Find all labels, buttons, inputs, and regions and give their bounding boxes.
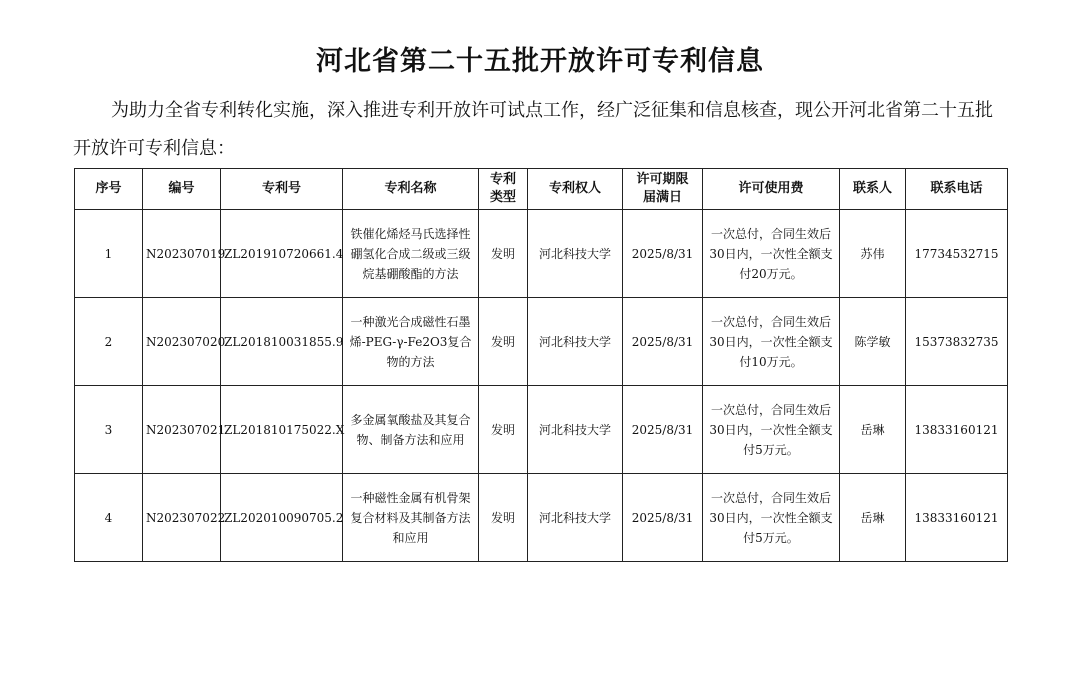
cell-patent-name: 铁催化烯烃马氏选择性硼氢化合成二级或三级烷基硼酸酯的方法	[343, 210, 479, 298]
cell-phone: 13833160121	[906, 386, 1008, 474]
header-holder: 专利权人	[528, 169, 623, 210]
cell-contact: 苏伟	[840, 210, 906, 298]
cell-seq: 4	[75, 474, 143, 562]
table-row	[75, 474, 1008, 562]
cell-patent-no: ZL201910720661.4	[221, 210, 343, 298]
cell-code: N202307022	[143, 474, 221, 562]
cell-seq: 1	[75, 210, 143, 298]
cell-contact: 岳琳	[840, 386, 906, 474]
header-code: 编号	[143, 169, 221, 210]
cell-code: N202307019	[143, 210, 221, 298]
cell-patent-name: 多金属氧酸盐及其复合物、制备方法和应用	[343, 386, 479, 474]
cell-fee: 一次总付，合同生效后30日内，一次性全额支付20万元。	[703, 210, 840, 298]
header-patent-type: 专利类型	[479, 169, 528, 210]
cell-holder: 河北科技大学	[528, 210, 623, 298]
header-patent-no: 专利号	[221, 169, 343, 210]
cell-fee: 一次总付，合同生效后30日内，一次性全额支付10万元。	[703, 298, 840, 386]
header-seq: 序号	[75, 169, 143, 210]
cell-patent-no: ZL202010090705.2	[221, 474, 343, 562]
cell-seq: 3	[75, 386, 143, 474]
cell-fee: 一次总付，合同生效后30日内，一次性全额支付5万元。	[703, 474, 840, 562]
cell-holder: 河北科技大学	[528, 298, 623, 386]
cell-contact: 陈学敏	[840, 298, 906, 386]
cell-patent-no: ZL201810175022.X	[221, 386, 343, 474]
header-fee: 许可使用费	[703, 169, 840, 210]
cell-code: N202307021	[143, 386, 221, 474]
cell-code: N202307020	[143, 298, 221, 386]
page-title: 河北省第二十五批开放许可专利信息	[316, 46, 764, 77]
cell-seq: 2	[75, 298, 143, 386]
header-phone: 联系电话	[906, 169, 1008, 210]
cell-patent-name: 一种磁性金属有机骨架复合材料及其制备方法和应用	[343, 474, 479, 562]
table-row	[75, 210, 1008, 298]
cell-holder: 河北科技大学	[528, 474, 623, 562]
cell-patent-type: 发明	[479, 386, 528, 474]
cell-phone: 17734532715	[906, 210, 1008, 298]
table-row	[75, 386, 1008, 474]
cell-phone: 13833160121	[906, 474, 1008, 562]
cell-patent-type: 发明	[479, 298, 528, 386]
cell-holder: 河北科技大学	[528, 386, 623, 474]
cell-expiry: 2025/8/31	[623, 386, 703, 474]
table-row	[75, 298, 1008, 386]
cell-expiry: 2025/8/31	[623, 210, 703, 298]
cell-fee: 一次总付，合同生效后30日内，一次性全额支付5万元。	[703, 386, 840, 474]
cell-contact: 岳琳	[840, 474, 906, 562]
cell-patent-no: ZL201810031855.9	[221, 298, 343, 386]
cell-patent-type: 发明	[479, 474, 528, 562]
patent-table	[74, 168, 1008, 562]
cell-expiry: 2025/8/31	[623, 474, 703, 562]
header-contact: 联系人	[840, 169, 906, 210]
header-patent-name: 专利名称	[343, 169, 479, 210]
cell-expiry: 2025/8/31	[623, 298, 703, 386]
cell-patent-type: 发明	[479, 210, 528, 298]
intro-paragraph: 为助力全省专利转化实施，深入推进专利开放许可试点工作，经广泛征集和信息核查，现公开河北省第二十五批开放许可专利信息：	[73, 100, 993, 159]
cell-patent-name: 一种激光合成磁性石墨烯-PEG-γ-Fe2O3复合物的方法	[343, 298, 479, 386]
header-expiry: 许可期限届满日	[623, 169, 703, 210]
table-header-row	[75, 169, 1008, 210]
cell-phone: 15373832735	[906, 298, 1008, 386]
